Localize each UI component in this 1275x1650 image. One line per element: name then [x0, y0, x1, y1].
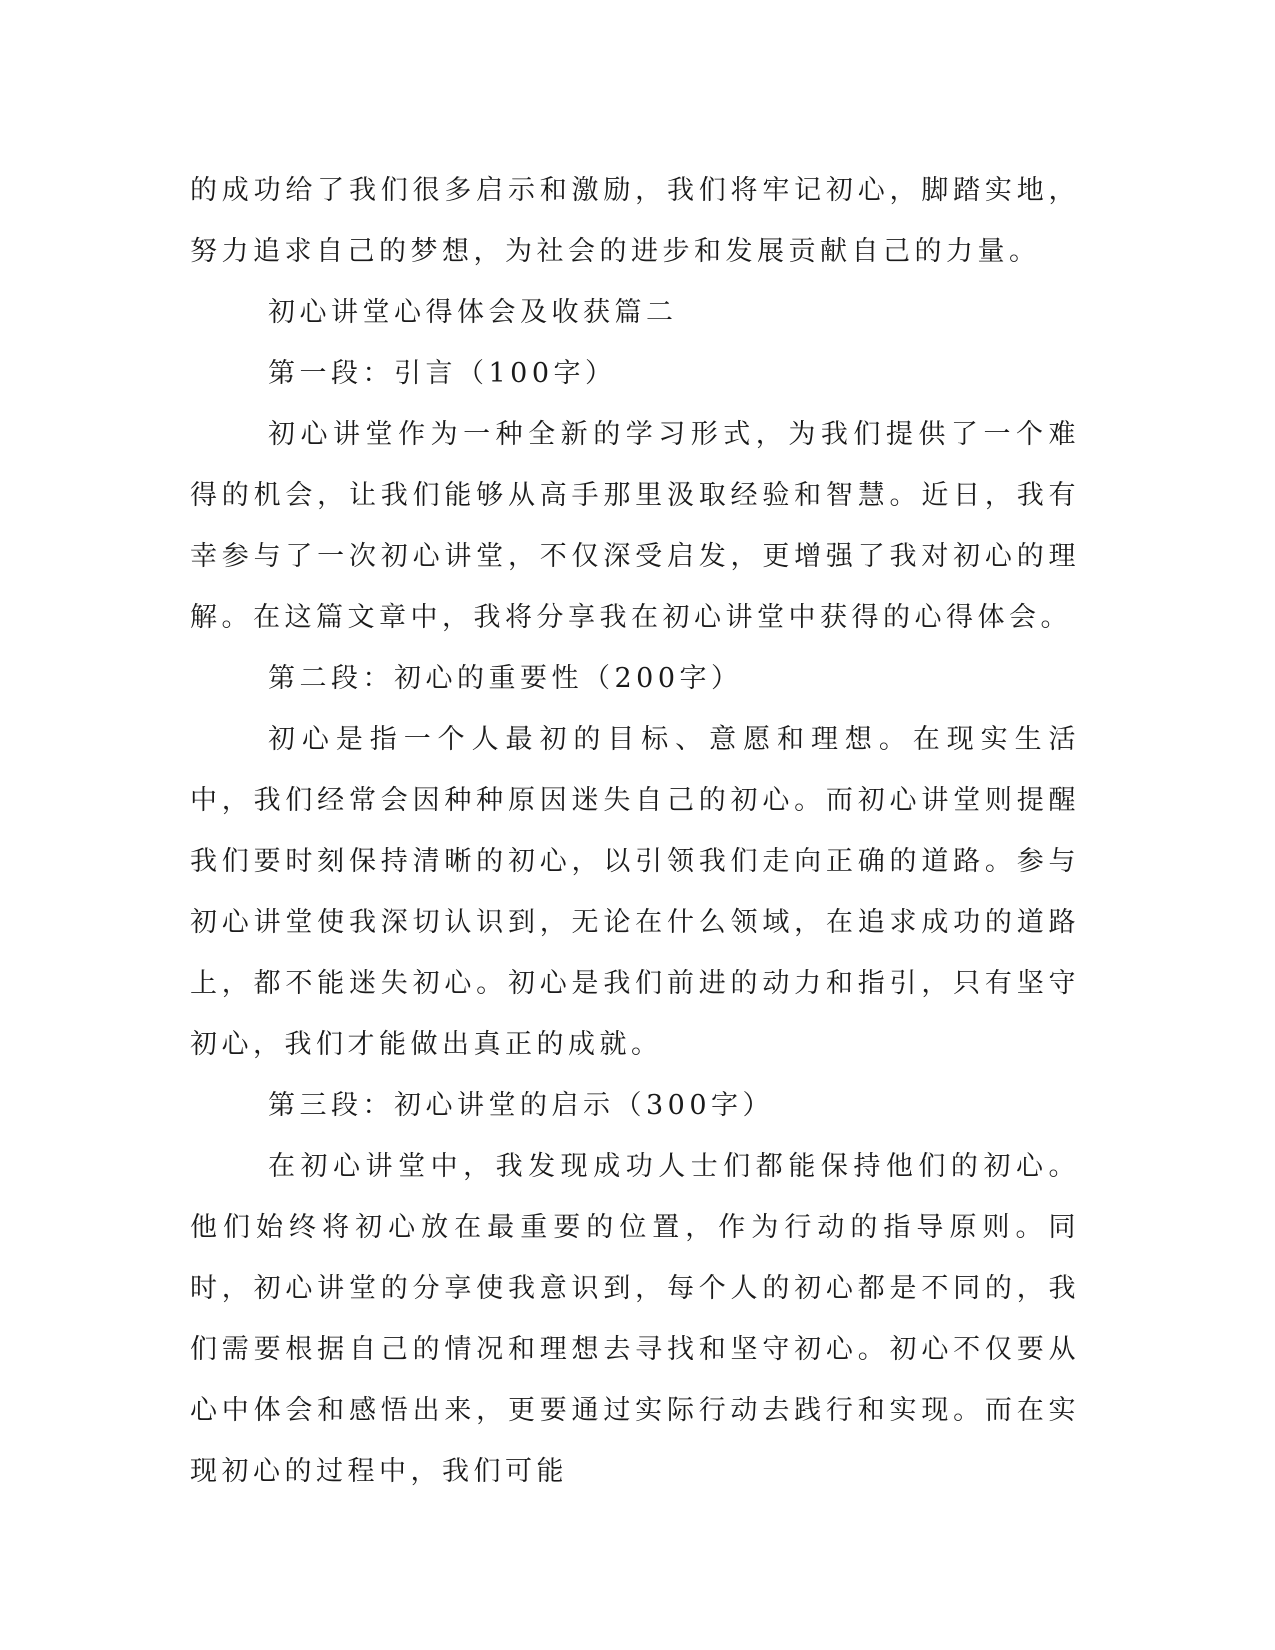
paragraph-introduction: 初心讲堂作为一种全新的学习形式，为我们提供了一个难得的机会，让我们能够从高手那里汲取经验和智慧。近日，我有幸参与了一次初心讲堂，不仅深受启发，更增强了我对初心的理解。在这篇文章中，我将分享我在初心讲堂中获得的心得体会。 [190, 419, 1080, 633]
document-body [190, 160, 1080, 1502]
paragraph-inspiration: 在初心讲堂中，我发现成功人士们都能保持他们的初心。他们始终将初心放在最重要的位置，作为行动的指导原则。同时，初心讲堂的分享使我意识到，每个人的初心都是不同的，我们需要根据自己的情况和理想去寻找和坚守初心。初心不仅要从心中体会和感悟出来，更要通过实际行动去践行和实现。而在实现初心的过程中，我们可能 [190, 1151, 1080, 1487]
paragraph-importance: 初心是指一个人最初的目标、意愿和理想。在现实生活中，我们经常会因种种原因迷失自己的初心。而初心讲堂则提醒我们要时刻保持清晰的初心，以引领我们走向正确的道路。参与初心讲堂使我深切认识到，无论在什么领域，在追求成功的道路上，都不能迷失初心。初心是我们前进的动力和指引，只有坚守初心，我们才能做出真正的成就。 [190, 724, 1080, 1060]
section-title: 初心讲堂心得体会及收获篇二 [268, 297, 678, 328]
heading-inspiration: 第三段：初心讲堂的启示（300字） [268, 1090, 775, 1121]
heading-importance: 第二段：初心的重要性（200字） [268, 663, 743, 694]
heading-introduction: 第一段：引言（100字） [268, 358, 617, 389]
paragraph-continuation: 的成功给了我们很多启示和激励，我们将牢记初心，脚踏实地，努力追求自己的梦想，为社会的进步和发展贡献自己的力量。 [190, 175, 1080, 267]
